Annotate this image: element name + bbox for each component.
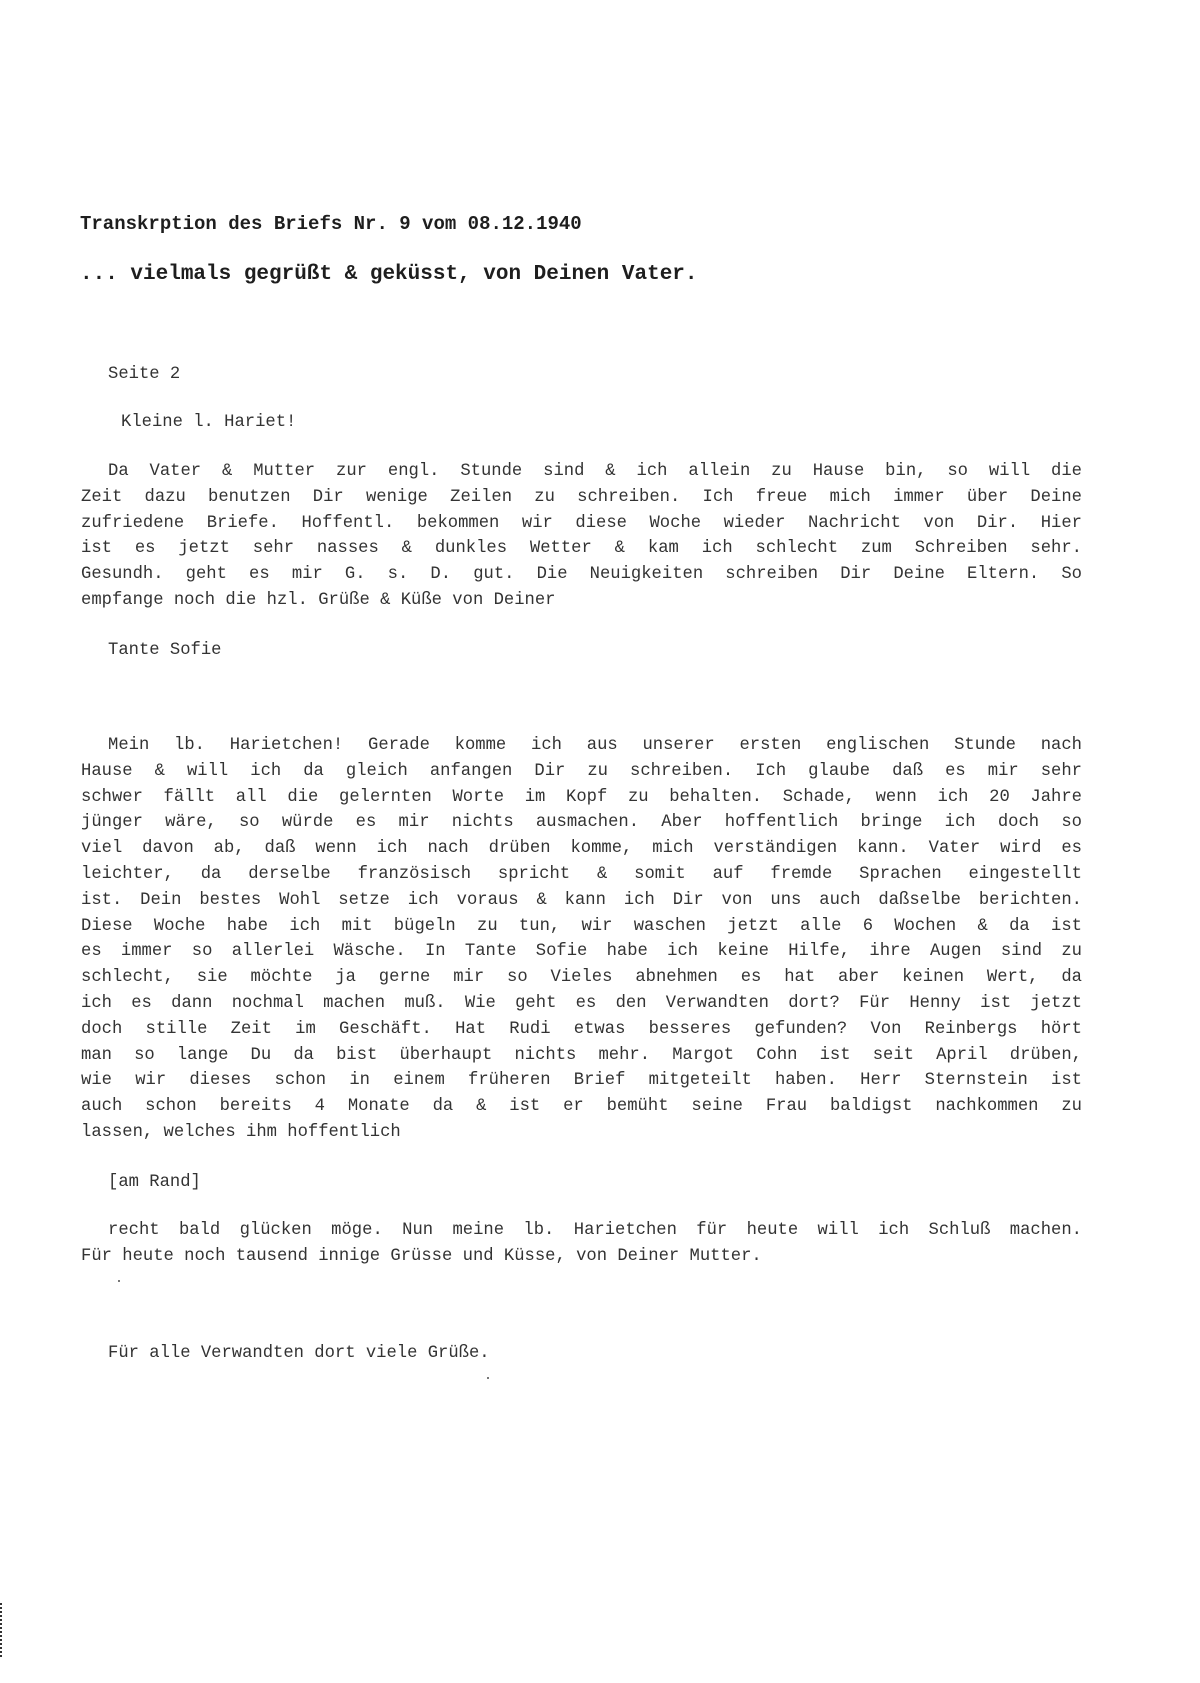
document-title: Transkrption des Briefs Nr. 9 vom 08.12.1940 <box>80 213 582 235</box>
letter1-body <box>81 459 1082 614</box>
letter1-salutation: Kleine l. Hariet! <box>121 413 297 432</box>
letter2-line: wie wir dieses schon in einem früheren Brief mitgeteilt haben. Herr Sternstein ist <box>81 1071 1082 1091</box>
letter2-line: ich es dann nochmal machen muß. Wie geht es den Verwandten dort? Für Henny ist jetzt <box>81 993 1082 1013</box>
scan-speck <box>118 1280 120 1282</box>
page-label: Seite 2 <box>108 365 181 384</box>
postscript: Für alle Verwandten dort viele Grüße. <box>108 1344 490 1363</box>
letter2-line: Hause & will ich da gleich anfangen Dir zu schreiben. Ich glaube daß es mir sehr <box>81 761 1082 781</box>
letter1-line: Zeit dazu benutzen Dir wenige Zeilen zu schreiben. Ich freue mich immer über Deine <box>81 487 1082 507</box>
letter2-line: jünger wäre, so würde es mir nichts ausmachen. Aber hoffentlich bringe ich doch so <box>81 813 1082 833</box>
letter2-line: auch schon bereits 4 Monate da & ist er bemüht seine Frau baldigst nachkommen zu <box>81 1097 1082 1117</box>
letter1-line: ist es jetzt sehr nasses & dunkles Wetter & kam ich schlecht zum Schreiben sehr. <box>81 539 1082 559</box>
document-subtitle: ... vielmals gegrüßt & geküsst, von Deinen Vater. <box>80 263 698 286</box>
scan-edge-mark <box>0 1603 2 1657</box>
letter2-line: viel davon ab, daß wenn ich nach drüben komme, mich verständigen kann. Vater wird es <box>81 839 1082 859</box>
margin-line: Für heute noch tausend innige Grüsse und Küsse, von Deiner Mutter. <box>81 1246 762 1266</box>
margin-line: recht bald glücken möge. Nun meine lb. Harietchen für heute will ich Schluß machen. <box>108 1221 1082 1240</box>
letter2-line: leichter, da derselbe französisch spricht & somit auf fremde Sprachen eingestellt <box>81 864 1082 884</box>
letter2-line: Diese Woche habe ich mit bügeln zu tun, wir waschen jetzt alle 6 Wochen & da ist <box>81 916 1082 936</box>
letter1-line: Da Vater & Mutter zur engl. Stunde sind & ich allein zu Hause bin, so will die <box>108 462 1082 481</box>
letter2-line: doch stille Zeit im Geschäft. Hat Rudi etwas besseres gefunden? Von Reinbergs hört <box>81 1019 1082 1039</box>
letter2-line: schlecht, sie möchte ja gerne mir so Vieles abnehmen es hat aber keinen Wert, da <box>81 968 1082 988</box>
letter2-line: man so lange Du da bist überhaupt nichts mehr. Margot Cohn ist seit April drüben, <box>81 1045 1082 1065</box>
letter2-line: schwer fällt all die gelernten Worte im Kopf zu behalten. Schade, wenn ich 20 Jahre <box>81 787 1082 807</box>
letter1-line: zufriedene Briefe. Hoffentl. bekommen wir diese Woche wieder Nachricht von Dir. Hier <box>81 513 1082 533</box>
letter1-line: empfange noch die hzl. Grüße & Küße von Deiner <box>81 590 556 610</box>
letter2-line: es immer so allerlei Wäsche. In Tante Sofie habe ich keine Hilfe, ihre Augen sind zu <box>81 942 1082 962</box>
letter1-line: Gesundh. geht es mir G. s. D. gut. Die Neuigkeiten schreiben Dir Deine Eltern. So <box>81 565 1082 585</box>
letter2-line: ist. Dein bestes Wohl setze ich voraus & kann ich Dir von uns auch daßselbe berichten. <box>81 890 1082 910</box>
scan-speck <box>487 1377 489 1379</box>
margin-note-label: [am Rand] <box>108 1173 201 1192</box>
letter2-line: Mein lb. Harietchen! Gerade komme ich aus unserer ersten englischen Stunde nach <box>108 736 1082 755</box>
letter2-body <box>81 733 1082 1146</box>
letter1-signature: Tante Sofie <box>108 641 222 660</box>
margin-text <box>81 1218 1082 1270</box>
letter2-line: lassen, welches ihm hoffentlich <box>81 1122 401 1142</box>
